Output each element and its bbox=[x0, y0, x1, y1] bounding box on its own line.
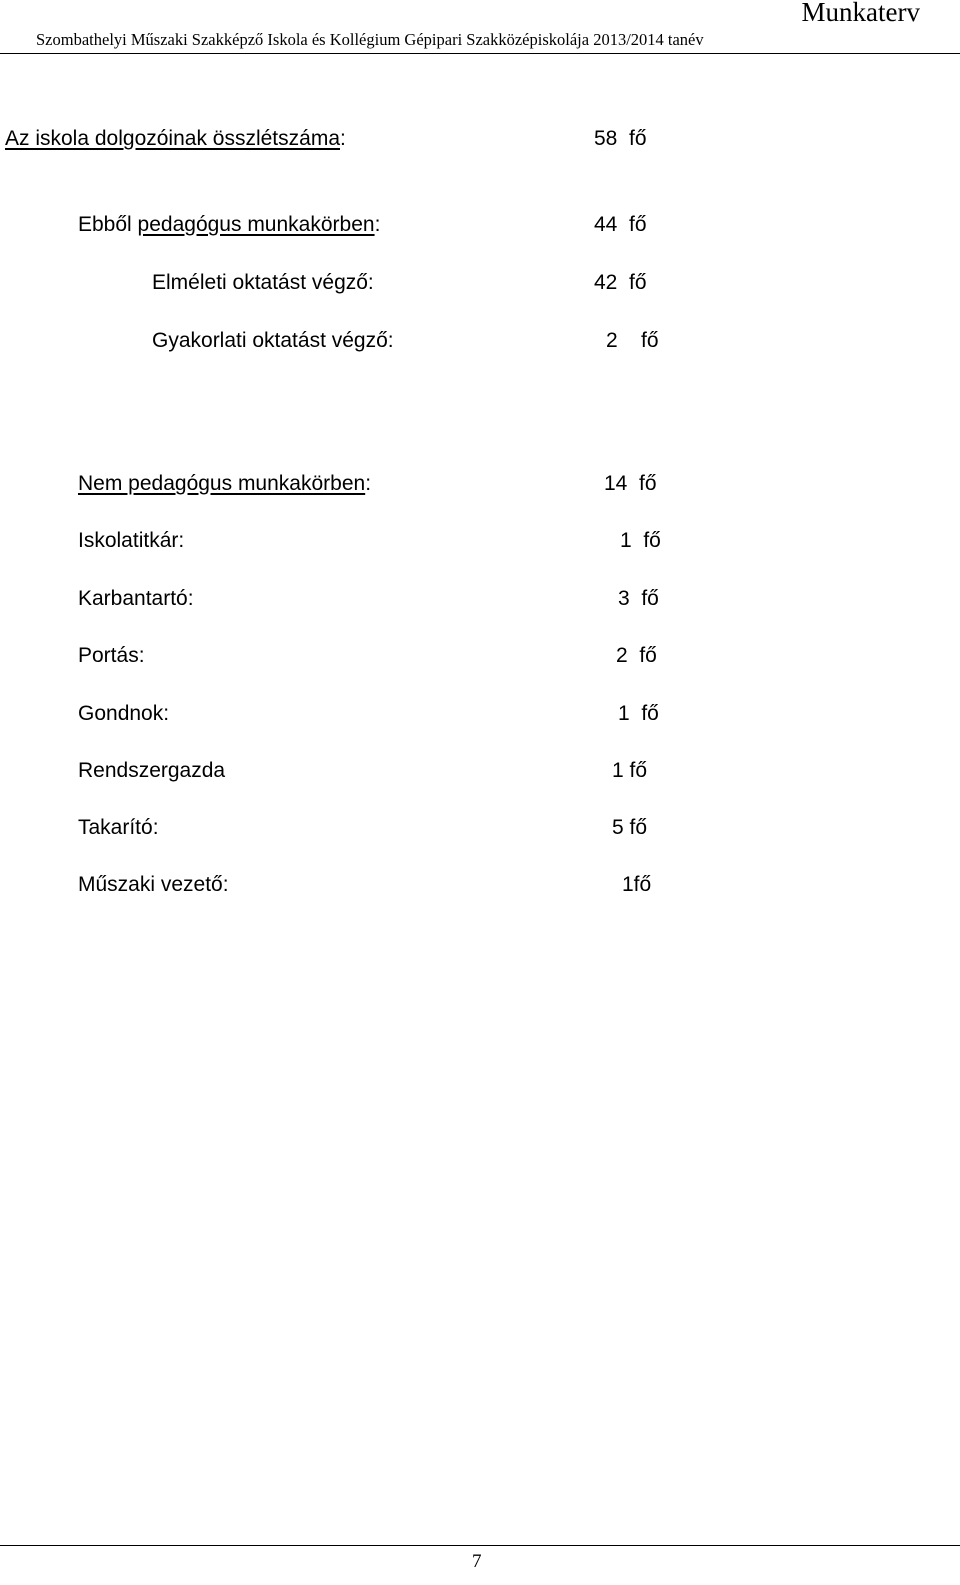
porter-label: Portás: bbox=[78, 644, 145, 667]
page-number: 7 bbox=[472, 1551, 482, 1572]
maintenance-label: Karbantartó: bbox=[78, 587, 194, 610]
sysadmin-value: 1 fő bbox=[612, 759, 648, 782]
non-teaching-label-text: Nem pedagógus munkakörben bbox=[78, 472, 366, 495]
theory-teachers-label: Elméleti oktatást végző: bbox=[152, 271, 374, 294]
porter-value: 2 fő bbox=[616, 644, 657, 667]
theory-teachers-value: 42 fő bbox=[594, 271, 647, 294]
total-staff-colon: : bbox=[340, 127, 346, 150]
non-teaching-staff-label bbox=[78, 471, 371, 497]
secretary-value: 1 fő bbox=[620, 529, 661, 552]
total-staff-label bbox=[5, 126, 346, 152]
practical-teachers-value: 2 fő bbox=[606, 329, 659, 352]
secretary-label: Iskolatitkár: bbox=[78, 529, 185, 552]
teaching-colon: : bbox=[374, 213, 381, 236]
teaching-prefix: Ebből bbox=[78, 213, 138, 236]
header-subtitle: Szombathelyi Műszaki Szakképző Iskola és Kollégium Gépipari Szakközépiskolája 2013/2014 tanév bbox=[36, 30, 704, 49]
sysadmin-label: Rendszergazda bbox=[78, 759, 226, 782]
total-staff-value: 58 fő bbox=[594, 127, 647, 150]
header-divider bbox=[0, 53, 960, 54]
non-teaching-staff-value: 14 fő bbox=[604, 472, 657, 495]
non-teaching-colon: : bbox=[365, 472, 372, 495]
footer-divider bbox=[0, 1545, 960, 1546]
technical-manager-value: 1fő bbox=[622, 873, 652, 896]
teaching-label-text: pedagógus munkakörben bbox=[137, 213, 375, 236]
technical-manager-label: Műszaki vezető: bbox=[78, 873, 229, 896]
maintenance-value: 3 fő bbox=[618, 587, 659, 610]
cleaner-value: 5 fő bbox=[612, 816, 648, 839]
header-title: Munkaterv bbox=[801, 0, 920, 27]
teaching-staff-label bbox=[78, 212, 380, 238]
practical-teachers-label: Gyakorlati oktatást végző: bbox=[152, 329, 394, 352]
total-staff-label-text: Az iskola dolgozóinak összlétszáma bbox=[5, 127, 340, 150]
caretaker-label: Gondnok: bbox=[78, 702, 170, 725]
teaching-staff-value: 44 fő bbox=[594, 213, 647, 236]
caretaker-value: 1 fő bbox=[618, 702, 659, 725]
cleaner-label: Takarító: bbox=[78, 816, 159, 839]
